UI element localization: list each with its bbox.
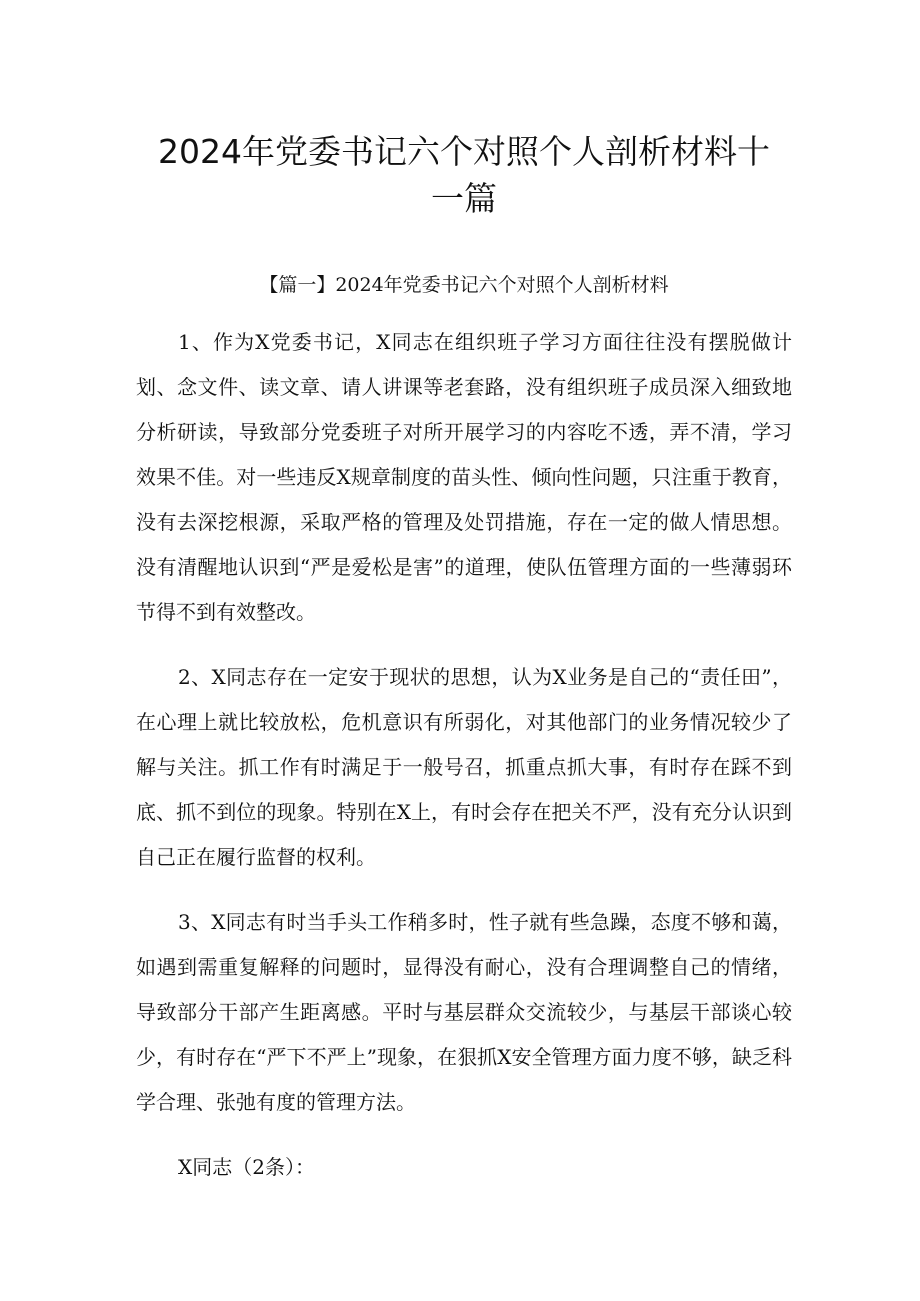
document-title-line-1: 2024年党委书记六个对照个人剖析材料十 (158, 132, 770, 171)
section-heading: 【篇一】2024年党委书记六个对照个人剖析材料 (259, 274, 669, 296)
paragraph-1: 1、作为X党委书记，X同志在组织班子学习方面往往没有摆脱做计划、念文件、读文章、请人讲课等老套路，没有组织班子成员深入细致地分析研读，导致部分党委班子对所开展学习的内容吃不透，弄不清，学习效果不佳。对一些违反X规章制度的苗头性、倾向性问题，只注重于教育，没有去深挖根源，采取严格的管理及处罚措施，存在一定的做人情思想。没有清醒地认识到“严是爱松是害”的道理，使队伍管理方面的一些薄弱环节得不到有效整改。 (136, 330, 792, 624)
paragraph-3: 3、X同志有时当手头工作稍多时，性子就有些急躁，态度不够和蔼，如遇到需重复解释的问题时，显得没有耐心，没有合理调整自己的情绪，导致部分干部产生距离感。平时与基层群众交流较少，与基层干部谈心较少，有时存在“严下不严上”现象，在狠抓X安全管理方面力度不够，缺乏科学合理、张弛有度的管理方法。 (136, 910, 792, 1114)
document-title (136, 128, 792, 222)
document-title-line-2: 一篇 (431, 179, 497, 218)
paragraph-4: X同志（2条）： (178, 1155, 315, 1179)
paragraph-2: 2、X同志存在一定安于现状的思想，认为X业务是自己的“责任田”，在心理上就比较放松，危机意识有所弱化，对其他部门的业务情况较少了解与关注。抓工作有时满足于一般号召，抓重点抓大事，有时存在踩不到底、抓不到位的现象。特别在X上，有时会存在把关不严，没有充分认识到自己正在履行监督的权利。 (136, 665, 792, 869)
